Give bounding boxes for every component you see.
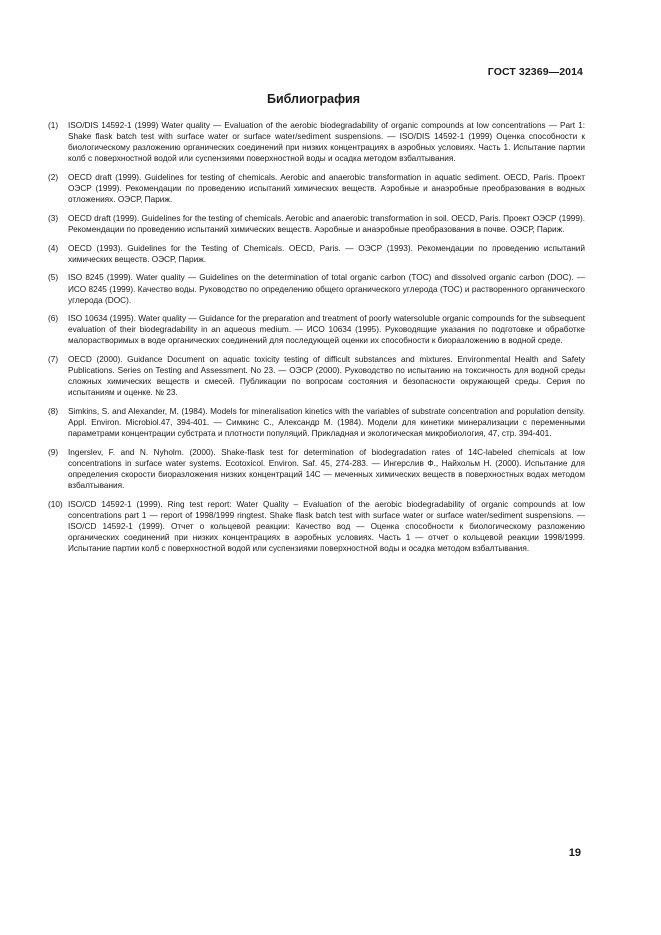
reference-text: OECD (2000). Guidance Document on aquatic toxicity testing of difficult substances and mixtures. Environmental Health and Safety Publications. Series on Testing and Assessment. No 23. — ОЭСР (2000). Руководство по испытанию на токсичность для водной среды сложных химических веществ и смесей. Публикации по вопросам состояния и безопасности окружающей среды. Серия по испытаниям и оценке. № 23.: [68, 355, 585, 398]
reference-number: (2): [48, 172, 59, 182]
reference-text: Ingerslev, F. and N. Nyholm. (2000). Shake-flask test for determination of biodegradation rates of 14C-labeled chemicals at low concentrations in surface water systems. Ecotoxicol. Environ. Saf. 45, 274-283. — Ингерслив Ф., Найхольм Н. (2000). Испытание для определения скорости биоразложения низких концентраций 14С — меченных химических веществ в поверхностных водах методом взбалтывания.: [68, 448, 585, 491]
reference-number: (5): [48, 273, 59, 283]
reference-item-1: [48, 120, 585, 164]
reference-text: Simkins, S. and Alexander, M. (1984). Models for mineralisation kinetics with the variables of substrate concentration and population density. Appl. Environ. Microbiol.47, 394-401. — Симкинс С., Александр М. (1984). Модели для кинетики минерализации с переменными параметрами концентрации субстрата и плотности популяций. Прикладная и экологическая микробиология, 47, стр. 394-401.: [68, 407, 585, 439]
reference-text: OECD draft (1999). Guidelines for testing of chemicals. Aerobic and anaerobic transformation in aquatic sediment. OECD, Paris. Проект ОЭСР (1999). Рекомендации по проведению испытаний химических веществ. Аэробные и анаэробные преобразования в водных отложениях. ОЭСР, Париж.: [68, 172, 585, 205]
reference-number: (10): [48, 499, 63, 509]
reference-item-5: [48, 272, 585, 305]
bibliography-title: Библиография: [266, 92, 361, 106]
reference-item-9: [48, 447, 585, 491]
page-number: 19: [568, 847, 581, 859]
reference-item-4: [48, 243, 585, 265]
reference-item-2: [48, 172, 585, 205]
reference-number: (7): [48, 355, 59, 365]
reference-item-6: [48, 313, 585, 346]
reference-text: ISO 8245 (1999). Water quality — Guidelines on the determination of total organic carbon (TOC) and dissolved organic carbon (DOC). — ИСО 8245 (1999). Качество воды. Руководство по определению общего органического углерода (ТОС) и растворенного органического углерода (DOC).: [68, 273, 585, 305]
reference-number: (1): [48, 121, 59, 130]
reference-number: (4): [48, 243, 59, 253]
reference-number: (8): [48, 407, 59, 417]
reference-item-7: [48, 354, 585, 398]
reference-text: ISO 10634 (1995). Water quality — Guidance for the preparation and treatment of poorly watersoluble organic compounds for the subsequent evaluation of their biodegradability in an aqueous medium. — ИСО 10634 (1995). Руководящие указания по подготовке и обработке малорастворимых в воде органических соединений для последующей оценки их способности к биоразложению в водной среде.: [68, 314, 585, 346]
reference-item-10: [48, 499, 585, 554]
standard-code: ГОСТ 32369—2014: [487, 66, 583, 78]
reference-list: [48, 120, 585, 562]
reference-number: (9): [48, 448, 59, 457]
reference-text: OECD (1993). Guidelines for the Testing of Chemicals. OECD, Paris. — ОЭСР (1993). Рекомендации по проведению испытаний химических веществ. ОЭСР, Париж.: [68, 243, 585, 264]
reference-item-3: [48, 213, 585, 235]
reference-text: ISO/DIS 14592-1 (1999) Water quality — Evaluation of the aerobic biodegradability of organic compounds at low concentrations — Part 1: Shake flask batch test with surface water or surface water/sediment suspensions. — ISO/DIS 14592-1 (1999) Оценка способности к биологическому разложению органических соединений при низких концентрациях в аэробных условиях. Часть 1. Испытание партии колб с поверхностной водой или суспензиями поверхностной воды и осадка методом взбалтывания.: [68, 121, 585, 164]
reference-item-8: [48, 406, 585, 439]
reference-number: (6): [48, 314, 59, 324]
reference-text: ISO/CD 14592-1 (1999). Ring test report: Water Quality – Evaluation of the aerobic biodegradability of organic compounds at low concentrations part 1 — report of 1998/1999 ringtest. Shake flask batch test with surface water or surface water/sediment suspensions. — ISO/CD 14592-1 (1999). Отчет о кольцевой реакции: Качество вод — Оценка способности к биологическому разложению органических соединений при низких концентрациях в аэробных условиях. Часть 1 — отчет о кольцевой реакции 1998/1999. Испытание партии колб с поверхностной водой или суспензиями поверхностной воды и осадка методом взбалтывания.: [68, 499, 585, 554]
reference-number: (3): [48, 213, 59, 223]
reference-text: OECD draft (1999). Guidelines for the testing of chemicals. Aerobic and anaerobic transformation in soil. OECD, Paris. Проект ОЭСР (1999). Рекомендации по проведению испытаний химических веществ. Аэробные и анаэробные преобразования в почве. ОЭСР, Париж.: [68, 213, 585, 234]
